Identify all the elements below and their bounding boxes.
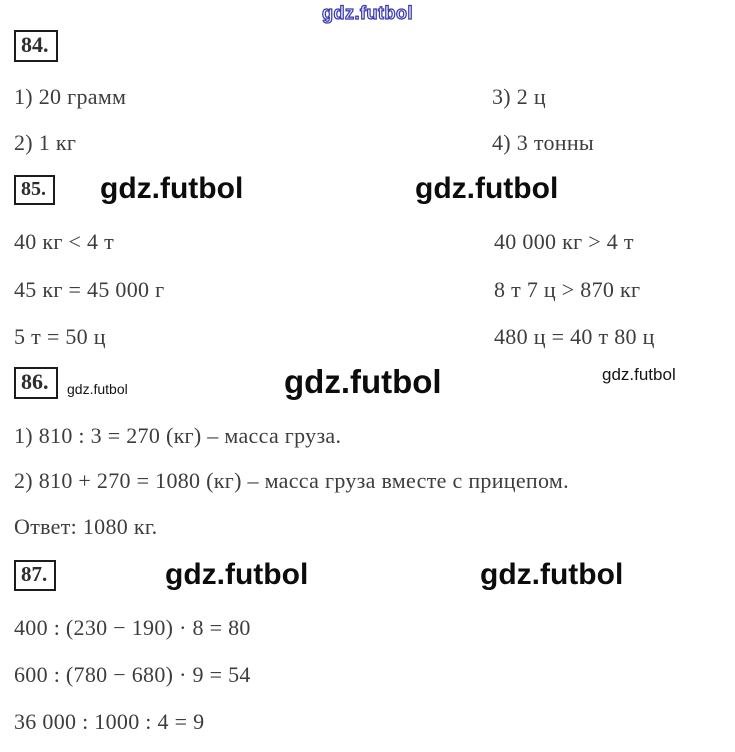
task-85-comparison-right-2: 8 т 7 ц > 870 кг [494, 277, 641, 302]
task-85-comparison-left-2: 45 кг = 45 000 г [14, 277, 165, 302]
task-86-step-1: 1) 810 : 3 = 270 (кг) – масса груза. [14, 423, 342, 448]
watermark-bold-86-center: gdz.futbol [284, 363, 442, 400]
task-85-comparison-left-3: 5 т = 50 ц [14, 324, 106, 349]
task-87-expression-2: 600 : (780 − 680) · 9 = 54 [14, 662, 251, 687]
watermark-bold-85-left: gdz.futbol [100, 172, 244, 205]
task-85-comparison-right-1: 40 000 кг > 4 т [494, 229, 634, 254]
task-84-answer-3: 3) 2 ц [492, 84, 546, 109]
task-87-expression-1: 400 : (230 − 190) · 8 = 80 [14, 615, 251, 640]
task-85-number-box: 85. [14, 175, 55, 205]
task-84-answer-4: 4) 3 тонны [492, 130, 594, 155]
task-86-number-box: 86. [14, 367, 58, 399]
watermark-bold-87-right: gdz.futbol [480, 558, 624, 591]
task-85-comparison-left-1: 40 кг < 4 т [14, 229, 115, 254]
task-87-expression-3: 36 000 : 1000 : 4 = 9 [14, 709, 205, 734]
watermark-small-86: gdz.futbol [67, 381, 128, 397]
task-85-comparison-right-3: 480 ц = 40 т 80 ц [494, 324, 655, 349]
task-84-answer-2: 2) 1 кг [14, 130, 77, 155]
watermark-medium-86-right: gdz.futbol [602, 365, 676, 384]
task-86-step-2: 2) 810 + 270 = 1080 (кг) – масса груза вместе с прицепом. [14, 468, 569, 493]
watermark-bold-85-right: gdz.futbol [415, 172, 559, 205]
task-87-number-box: 87. [14, 560, 56, 591]
watermark-top-blue: gdz.futbol [322, 3, 413, 23]
task-84-number-box: 84. [14, 30, 58, 62]
task-86-answer: Ответ: 1080 кг. [14, 514, 158, 539]
watermark-bold-87-left: gdz.futbol [165, 558, 309, 591]
task-84-answer-1: 1) 20 грамм [14, 84, 127, 109]
